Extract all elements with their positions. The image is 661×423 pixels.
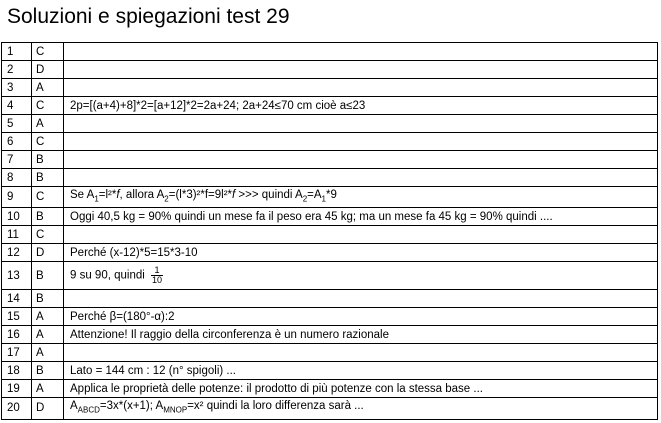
table-row — [2, 187, 658, 208]
table-row — [2, 362, 658, 380]
question-number: 12 — [2, 244, 32, 262]
question-number: 9 — [2, 187, 32, 208]
explanation — [64, 43, 658, 61]
question-number: 7 — [2, 151, 32, 169]
explanation: Applica le proprietà delle potenze: il prodotto di più potenze con la stessa base ... — [64, 380, 658, 398]
answer-letter: B — [32, 208, 64, 226]
table-row — [2, 97, 658, 115]
question-number: 3 — [2, 79, 32, 97]
table-row — [2, 43, 658, 61]
table-row — [2, 326, 658, 344]
explanation: 9 su 90, quindi $\frac{1}{10}$ — [64, 262, 658, 290]
answer-letter: C — [32, 187, 64, 208]
answer-letter: A — [32, 115, 64, 133]
answer-letter: B — [32, 290, 64, 308]
explanation — [64, 169, 658, 187]
explanation: Perché β=(180°-α):2 — [64, 308, 658, 326]
answer-letter: B — [32, 169, 64, 187]
question-number: 5 — [2, 115, 32, 133]
table-row — [2, 308, 658, 326]
explanation: Perché (x-12)*5=15*3-10 — [64, 244, 658, 262]
answer-letter: D — [32, 398, 64, 419]
explanation: Se $A_1=l^2*f$, allora $A_2=(l*3)^2*f=9l^2*f$ >>> quindi $A_2=A_1*9$ — [64, 187, 658, 208]
explanation: $A_{ABCD}=3x*(x+1)$; $A_{MNOP}=x^2$ quindi la loro differenza sarà ... — [64, 398, 658, 419]
table-row — [2, 290, 658, 308]
question-number: 6 — [2, 133, 32, 151]
explanation: Oggi 40,5 kg = 90% quindi un mese fa il peso era 45 kg; ma un mese fa 45 kg = 90% quindi .... — [64, 208, 658, 226]
explanation: Attenzione! Il raggio della circonferenza è un numero razionale — [64, 326, 658, 344]
question-number: 16 — [2, 326, 32, 344]
answer-letter: B — [32, 262, 64, 290]
table-row — [2, 61, 658, 79]
answer-letter: A — [32, 380, 64, 398]
question-number: 1 — [2, 43, 32, 61]
question-number: 13 — [2, 262, 32, 290]
question-number: 2 — [2, 61, 32, 79]
table-row — [2, 380, 658, 398]
answer-letter: D — [32, 244, 64, 262]
table-row — [2, 208, 658, 226]
table-row — [2, 398, 658, 419]
table-row — [2, 262, 658, 290]
table-row — [2, 133, 658, 151]
table-row — [2, 244, 658, 262]
answer-letter: A — [32, 308, 64, 326]
explanation: Lato = 144 cm : 12 (n° spigoli) ... — [64, 362, 658, 380]
question-number: 17 — [2, 344, 32, 362]
question-number: 10 — [2, 208, 32, 226]
question-number: 15 — [2, 308, 32, 326]
answer-letter: C — [32, 97, 64, 115]
explanation — [64, 226, 658, 244]
page-title: Soluzioni e spiegazioni test 29 — [7, 5, 290, 28]
question-number: 20 — [2, 398, 32, 419]
question-number: 19 — [2, 380, 32, 398]
question-number: 14 — [2, 290, 32, 308]
explanation — [64, 133, 658, 151]
table-row — [2, 169, 658, 187]
answer-letter: A — [32, 326, 64, 344]
question-number: 18 — [2, 362, 32, 380]
table-row — [2, 115, 658, 133]
answer-letter: A — [32, 79, 64, 97]
question-number: 4 — [2, 97, 32, 115]
answer-letter: C — [32, 133, 64, 151]
answer-letter: C — [32, 226, 64, 244]
table-row — [2, 79, 658, 97]
explanation — [64, 344, 658, 362]
table-row — [2, 151, 658, 169]
explanation — [64, 290, 658, 308]
explanation: 2p=[(a+4)+8]*2=[a+12]*2=2a+24; 2a+24≤70 cm cioè a≤23 — [64, 97, 658, 115]
question-number: 11 — [2, 226, 32, 244]
answer-letter: D — [32, 61, 64, 79]
answer-letter: A — [32, 344, 64, 362]
table-row — [2, 226, 658, 244]
answer-letter: B — [32, 362, 64, 380]
answer-letter: C — [32, 43, 64, 61]
answer-letter: B — [32, 151, 64, 169]
explanation — [64, 61, 658, 79]
explanation — [64, 115, 658, 133]
explanation — [64, 79, 658, 97]
explanation — [64, 151, 658, 169]
table-row — [2, 344, 658, 362]
question-number: 8 — [2, 169, 32, 187]
fraction: $\frac{1}{10}$ — [152, 265, 163, 286]
solutions-table — [1, 42, 658, 420]
